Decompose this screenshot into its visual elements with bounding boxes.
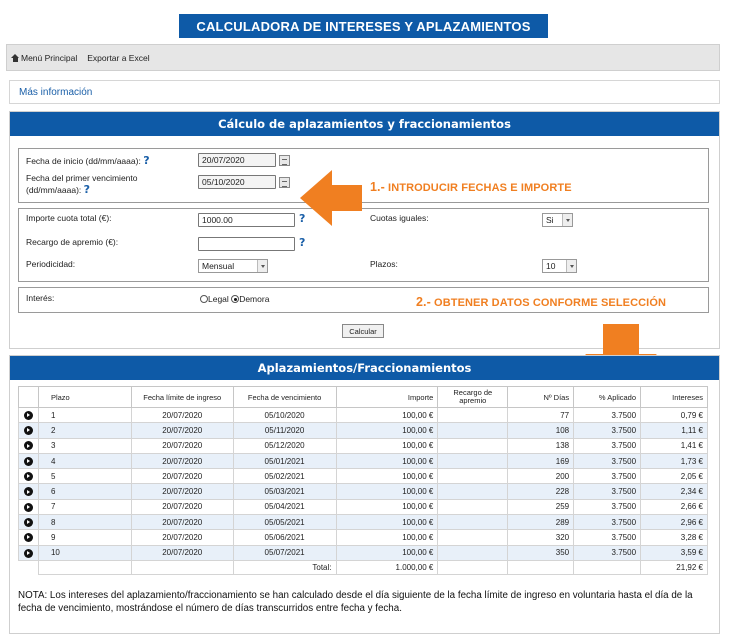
importe-cell: 100,00 € xyxy=(336,469,438,484)
home-icon xyxy=(11,54,19,62)
plazo-cell: 3 xyxy=(38,438,131,453)
intereses-cell: 2,66 € xyxy=(641,499,708,514)
total-label: Total: xyxy=(233,560,336,574)
plazo-cell: 2 xyxy=(38,423,131,438)
fecha-limite-cell: 20/07/2020 xyxy=(131,469,233,484)
menu-item-export-label: Exportar a Excel xyxy=(87,52,150,63)
fecha-venc-label-2: (dd/mm/aaaa): xyxy=(26,185,82,195)
fecha-venc-cell: 05/07/2021 xyxy=(233,545,336,560)
intereses-cell: 3,28 € xyxy=(641,530,708,545)
plazo-cell: 8 xyxy=(38,515,131,530)
plazos-select[interactable] xyxy=(542,259,577,273)
dias-cell: 138 xyxy=(508,438,574,453)
chevron-down-icon xyxy=(566,260,576,272)
fecha-inicio-label-text: Fecha de inicio (dd/mm/aaaa): xyxy=(26,156,141,166)
plazo-cell: 7 xyxy=(38,499,131,514)
chevron-down-icon xyxy=(257,260,267,272)
play-circle-icon[interactable] xyxy=(24,411,33,420)
dias-cell: 77 xyxy=(508,408,574,423)
col-fecha-venc: Fecha de vencimiento xyxy=(233,387,336,408)
total-blank-cell xyxy=(38,560,131,574)
row-expand-cell xyxy=(19,545,39,560)
row-expand-cell xyxy=(19,499,39,514)
importe-help-icon[interactable]: ? xyxy=(299,212,306,225)
total-blank-cell xyxy=(508,560,574,574)
play-circle-icon[interactable] xyxy=(24,426,33,435)
cuotas-select[interactable] xyxy=(542,213,573,227)
dias-cell: 200 xyxy=(508,469,574,484)
aplicado-cell: 3.7500 xyxy=(574,530,641,545)
recargo-cell xyxy=(438,515,508,530)
interes-radio-group xyxy=(200,294,269,304)
fecha-venc-cell: 05/11/2020 xyxy=(233,423,336,438)
chevron-down-icon xyxy=(562,214,572,226)
interes-label: Interés: xyxy=(26,293,55,303)
table-row xyxy=(19,515,708,530)
fecha-limite-cell: 20/07/2020 xyxy=(131,438,233,453)
dias-cell: 289 xyxy=(508,515,574,530)
recargo-help-icon[interactable]: ? xyxy=(299,236,306,249)
importe-cell: 100,00 € xyxy=(336,423,438,438)
fecha-venc-cell: 05/04/2021 xyxy=(233,499,336,514)
fecha-venc-help-icon[interactable]: ? xyxy=(83,183,91,196)
fecha-venc-cell: 05/03/2021 xyxy=(233,484,336,499)
fecha-limite-cell: 20/07/2020 xyxy=(131,408,233,423)
table-row xyxy=(19,499,708,514)
importe-cell: 100,00 € xyxy=(336,408,438,423)
table-row xyxy=(19,530,708,545)
plazos-label: Plazos: xyxy=(370,259,398,269)
fecha-limite-cell: 20/07/2020 xyxy=(131,423,233,438)
dias-cell: 228 xyxy=(508,484,574,499)
col-plazo: Plazo xyxy=(38,387,131,408)
importe-cell: 100,00 € xyxy=(336,484,438,499)
aplicado-cell: 3.7500 xyxy=(574,408,641,423)
play-circle-icon[interactable] xyxy=(24,518,33,527)
total-blank-cell xyxy=(438,560,508,574)
importe-cell: 100,00 € xyxy=(336,530,438,545)
recargo-cell xyxy=(438,423,508,438)
recargo-cell xyxy=(438,469,508,484)
periodicidad-select[interactable] xyxy=(198,259,268,273)
dias-cell: 259 xyxy=(508,499,574,514)
total-intereses: 21,92 € xyxy=(641,560,708,574)
plazo-cell: 6 xyxy=(38,484,131,499)
aplicado-cell: 3.7500 xyxy=(574,453,641,468)
recargo-cell xyxy=(438,484,508,499)
dias-cell: 320 xyxy=(508,530,574,545)
aplicado-cell: 3.7500 xyxy=(574,484,641,499)
recargo-cell xyxy=(438,438,508,453)
row-expand-cell xyxy=(19,423,39,438)
recargo-cell xyxy=(438,545,508,560)
play-circle-icon[interactable] xyxy=(24,457,33,466)
importe-label: Importe cuota total (€): xyxy=(26,213,112,223)
col-action xyxy=(19,387,39,408)
intereses-cell: 1,41 € xyxy=(641,438,708,453)
row-expand-cell xyxy=(19,469,39,484)
results-header-row xyxy=(19,387,708,408)
col-dias: Nº Días xyxy=(508,387,574,408)
row-expand-cell xyxy=(19,530,39,545)
calcular-button[interactable]: Calcular xyxy=(342,324,384,338)
intereses-cell: 1,11 € xyxy=(641,423,708,438)
row-expand-cell xyxy=(19,484,39,499)
aplicado-cell: 3.7500 xyxy=(574,515,641,530)
plazo-cell: 9 xyxy=(38,530,131,545)
fecha-venc-cell: 05/12/2020 xyxy=(233,438,336,453)
col-fecha-limite: Fecha límite de ingreso xyxy=(131,387,233,408)
annotation-step-1 xyxy=(370,180,572,194)
importe-input[interactable]: 1000.00 xyxy=(198,213,295,227)
plazo-cell: 4 xyxy=(38,453,131,468)
dias-cell: 169 xyxy=(508,453,574,468)
fecha-limite-cell: 20/07/2020 xyxy=(131,515,233,530)
fecha-inicio-label xyxy=(26,154,150,167)
fecha-inicio-calendar-icon[interactable] xyxy=(279,155,290,166)
plazo-cell: 1 xyxy=(38,408,131,423)
aplicado-cell: 3.7500 xyxy=(574,545,641,560)
intereses-cell: 2,05 € xyxy=(641,469,708,484)
fecha-limite-cell: 20/07/2020 xyxy=(131,545,233,560)
annotation-step-2 xyxy=(416,295,666,309)
intereses-cell: 2,34 € xyxy=(641,484,708,499)
row-expand-cell xyxy=(19,453,39,468)
recargo-label: Recargo de apremio (€): xyxy=(26,237,119,247)
annotation-step-2-text: OBTENER DATOS CONFORME SELECCIÓN xyxy=(434,297,667,309)
fecha-venc-label-1: Fecha del primer vencimiento xyxy=(26,173,138,183)
annotation-step-2-num: 2.- xyxy=(416,295,431,309)
recargo-cell xyxy=(438,530,508,545)
recargo-cell xyxy=(438,408,508,423)
importe-cell: 100,00 € xyxy=(336,453,438,468)
intereses-cell: 2,96 € xyxy=(641,515,708,530)
play-circle-icon[interactable] xyxy=(24,549,33,558)
fecha-venc-cell: 05/10/2020 xyxy=(233,408,336,423)
fecha-venc-cell: 05/05/2021 xyxy=(233,515,336,530)
col-intereses: Intereses xyxy=(641,387,708,408)
interes-demora-radio[interactable] xyxy=(231,295,239,303)
recargo-cell xyxy=(438,499,508,514)
play-circle-icon[interactable] xyxy=(24,503,33,512)
fecha-venc-cell: 05/06/2021 xyxy=(233,530,336,545)
total-blank-cell xyxy=(574,560,641,574)
row-expand-cell xyxy=(19,515,39,530)
interes-demora-label[interactable]: Demora xyxy=(239,294,270,304)
importe-cell: 100,00 € xyxy=(336,499,438,514)
total-blank-cell xyxy=(19,560,39,574)
total-importe: 1.000,00 € xyxy=(336,560,438,574)
table-row xyxy=(19,545,708,560)
play-circle-icon[interactable] xyxy=(24,533,33,542)
row-expand-cell xyxy=(19,408,39,423)
table-row xyxy=(19,484,708,499)
plazo-cell: 5 xyxy=(38,469,131,484)
fecha-venc-cell: 05/02/2021 xyxy=(233,469,336,484)
play-circle-icon[interactable] xyxy=(24,472,33,481)
fecha-inicio-help-icon[interactable]: ? xyxy=(143,154,150,167)
table-row xyxy=(19,438,708,453)
plazos-value: 10 xyxy=(546,261,556,271)
col-aplicado: % Aplicado xyxy=(574,387,641,408)
recargo-input[interactable] xyxy=(198,237,295,251)
arrow-left-annotation-icon xyxy=(298,168,364,228)
recargo-cell xyxy=(438,453,508,468)
plazo-cell: 10 xyxy=(38,545,131,560)
table-row xyxy=(19,453,708,468)
interes-legal-label[interactable]: Legal xyxy=(208,294,229,304)
results-total-row xyxy=(19,560,708,574)
col-recargo: Recargo de apremio xyxy=(438,387,508,408)
fecha-limite-cell: 20/07/2020 xyxy=(131,499,233,514)
total-blank-cell xyxy=(131,560,233,574)
aplicado-cell: 3.7500 xyxy=(574,438,641,453)
periodicidad-value: Mensual xyxy=(202,261,235,271)
importe-cell: 100,00 € xyxy=(336,438,438,453)
intereses-cell: 1,73 € xyxy=(641,453,708,468)
fecha-venc-calendar-icon[interactable] xyxy=(279,177,290,188)
importe-cell: 100,00 € xyxy=(336,515,438,530)
intereses-cell: 3,59 € xyxy=(641,545,708,560)
cuotas-value: Si xyxy=(546,215,554,225)
menu-item-principal-label: Menú Principal xyxy=(21,52,78,63)
page-title: CALCULADORA DE INTERESES Y APLAZAMIENTOS xyxy=(179,14,548,38)
intereses-cell: 0,79 € xyxy=(641,408,708,423)
play-circle-icon[interactable] xyxy=(24,487,33,496)
fecha-limite-cell: 20/07/2020 xyxy=(131,453,233,468)
fecha-inicio-input[interactable]: 20/07/2020 xyxy=(198,153,276,167)
results-table xyxy=(18,386,708,575)
table-row xyxy=(19,408,708,423)
fecha-venc-input[interactable]: 05/10/2020 xyxy=(198,175,276,189)
menu-item-principal[interactable] xyxy=(11,53,77,63)
importe-cell: 100,00 € xyxy=(336,545,438,560)
fecha-limite-cell: 20/07/2020 xyxy=(131,484,233,499)
fecha-limite-cell: 20/07/2020 xyxy=(131,530,233,545)
aplicado-cell: 3.7500 xyxy=(574,469,641,484)
annotation-step-1-num: 1.- xyxy=(370,180,385,194)
menu-bar xyxy=(6,44,720,71)
calculation-note: NOTA: Los intereses del aplazamiento/fraccionamiento se han calculado desde el día siguiente de la fecha límite de ingreso en voluntaria hasta el día de la fecha de vencimiento, mostrándose el número de días transcurridos entre fecha y fecha. xyxy=(18,590,693,614)
results-header: Aplazamientos/Fraccionamientos xyxy=(10,356,719,380)
table-row xyxy=(19,423,708,438)
col-importe: Importe xyxy=(336,387,438,408)
fecha-venc-cell: 05/01/2021 xyxy=(233,453,336,468)
annotation-step-1-text: INTRODUCIR FECHAS E IMPORTE xyxy=(388,182,572,194)
calc-form-header: Cálculo de aplazamientos y fraccionamientos xyxy=(10,112,719,136)
interes-legal-radio[interactable] xyxy=(200,295,208,303)
table-row xyxy=(19,469,708,484)
periodicidad-label: Periodicidad: xyxy=(26,259,76,269)
play-circle-icon[interactable] xyxy=(24,441,33,450)
aplicado-cell: 3.7500 xyxy=(574,499,641,514)
aplicado-cell: 3.7500 xyxy=(574,423,641,438)
dias-cell: 350 xyxy=(508,545,574,560)
cuotas-label: Cuotas iguales: xyxy=(370,213,429,223)
more-info-link[interactable]: Más información xyxy=(9,80,720,104)
dias-cell: 108 xyxy=(508,423,574,438)
row-expand-cell xyxy=(19,438,39,453)
menu-item-export-excel[interactable] xyxy=(87,53,149,63)
fecha-venc-label xyxy=(26,173,138,196)
